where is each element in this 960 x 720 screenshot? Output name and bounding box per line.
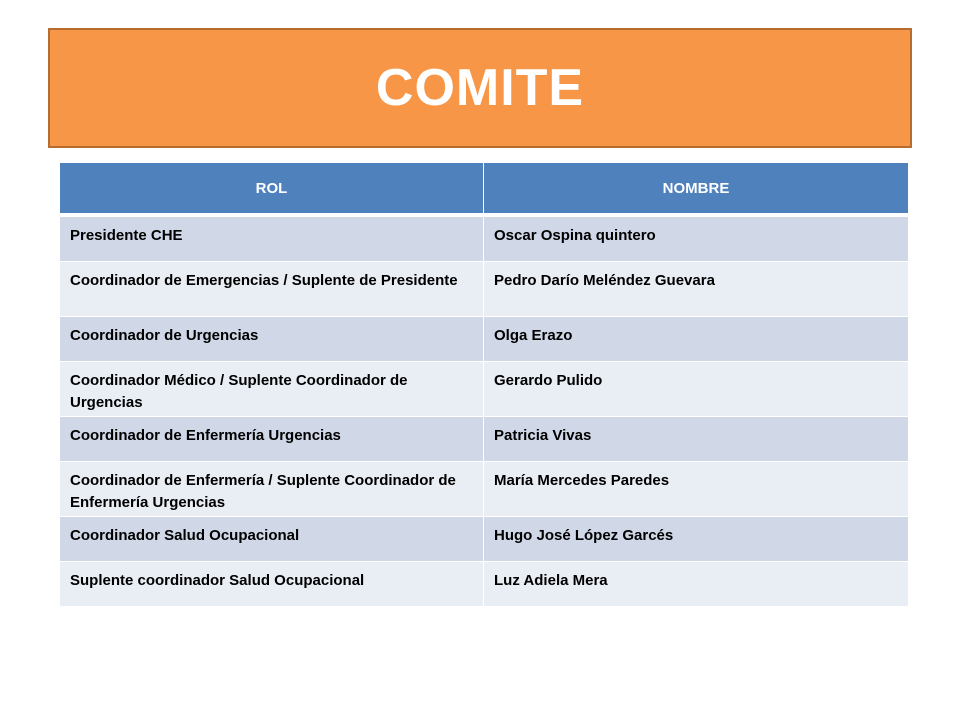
cell-nombre: Hugo José López Garcés [483, 516, 908, 561]
cell-nombre: Luz Adiela Mera [483, 561, 908, 606]
table-row [60, 416, 908, 461]
committee-table [60, 163, 908, 606]
table-row [60, 361, 908, 416]
cell-rol: Coordinador de Emergencias / Suplente de Presidente [60, 261, 483, 316]
table-row [60, 316, 908, 361]
title-banner [48, 28, 912, 148]
table-header-row [60, 163, 908, 216]
cell-nombre: María Mercedes Paredes [483, 461, 908, 516]
cell-rol: Coordinador Salud Ocupacional [60, 516, 483, 561]
cell-nombre: Gerardo Pulido [483, 361, 908, 416]
cell-rol: Presidente CHE [60, 216, 483, 261]
cell-rol: Suplente coordinador Salud Ocupacional [60, 561, 483, 606]
table-row [60, 261, 908, 316]
cell-nombre: Patricia Vivas [483, 416, 908, 461]
cell-rol: Coordinador de Urgencias [60, 316, 483, 361]
cell-nombre: Pedro Darío Meléndez Guevara [483, 261, 908, 316]
cell-nombre: Olga Erazo [483, 316, 908, 361]
table-row [60, 216, 908, 261]
cell-rol: Coordinador de Enfermería Urgencias [60, 416, 483, 461]
header-rol: ROL [60, 163, 483, 216]
header-nombre: NOMBRE [483, 163, 908, 216]
table-row [60, 516, 908, 561]
table-row [60, 461, 908, 516]
cell-nombre: Oscar Ospina quintero [483, 216, 908, 261]
table-row [60, 561, 908, 606]
cell-rol: Coordinador Médico / Suplente Coordinador de Urgencias [60, 361, 483, 416]
page-title: COMITE [375, 59, 585, 117]
cell-rol: Coordinador de Enfermería / Suplente Coordinador de Enfermería Urgencias [60, 461, 483, 516]
